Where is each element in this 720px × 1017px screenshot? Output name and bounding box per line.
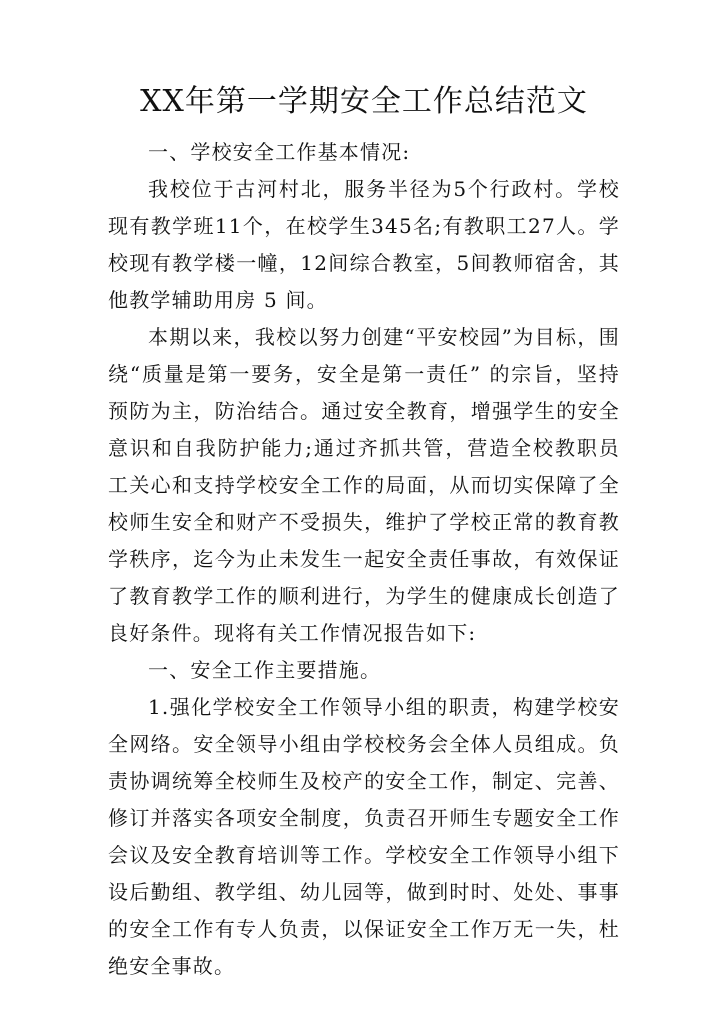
paragraph-safety-goals: 本期以来，我校以努力创建“平安校园”为目标，围绕“质量是第一要务，安全是第一责任” 的宗旨，坚持预防为主，防治结合。通过安全教育，增强学生的安全意识和自我防护能力;通过齐抓共管，营造全校教职员工关心和支持学校安全工作的局面，从而切实保障了全校师生安全和财产不受损失，维护了学校正常的教育教学秩序，迄今为止未发生一起安全责任事故，有效保证了教育教学工作的顺利进行，为学生的健康成长创造了良好条件。现将有关工作情况报告如下: [108, 325, 620, 645]
section-heading-main-measures: 一、安全工作主要措施。 [148, 658, 382, 682]
document-title: XX年第一学期安全工作总结范文 [140, 84, 588, 119]
section-heading-basic-situation: 一、学校安全工作基本情况: [148, 140, 411, 164]
paragraph-leadership-group: 1.强化学校安全工作领导小组的职责，构建学校安全网络。安全领导小组由学校校务会全体人员组成。负责协调统筹全校师生及校产的安全工作，制定、完善、修订并落实各项安全制度，负责召开师生专题安全工作会议及安全教育培训等工作。学校安全工作领导小组下设后勤组、教学组、幼儿园等，做到时时、处处、事事的安全工作有专人负责，以保证安全工作万无一失，杜绝安全事故。 [108, 695, 620, 978]
paragraph-school-overview: 我校位于古河村北，服务半径为5个行政村。学校现有教学班11个，在校学生345名;有教职工27人。学校现有教学楼一幢，12间综合教室，5间教师宿舍，其他教学辅助用房 5 间。 [108, 177, 620, 312]
